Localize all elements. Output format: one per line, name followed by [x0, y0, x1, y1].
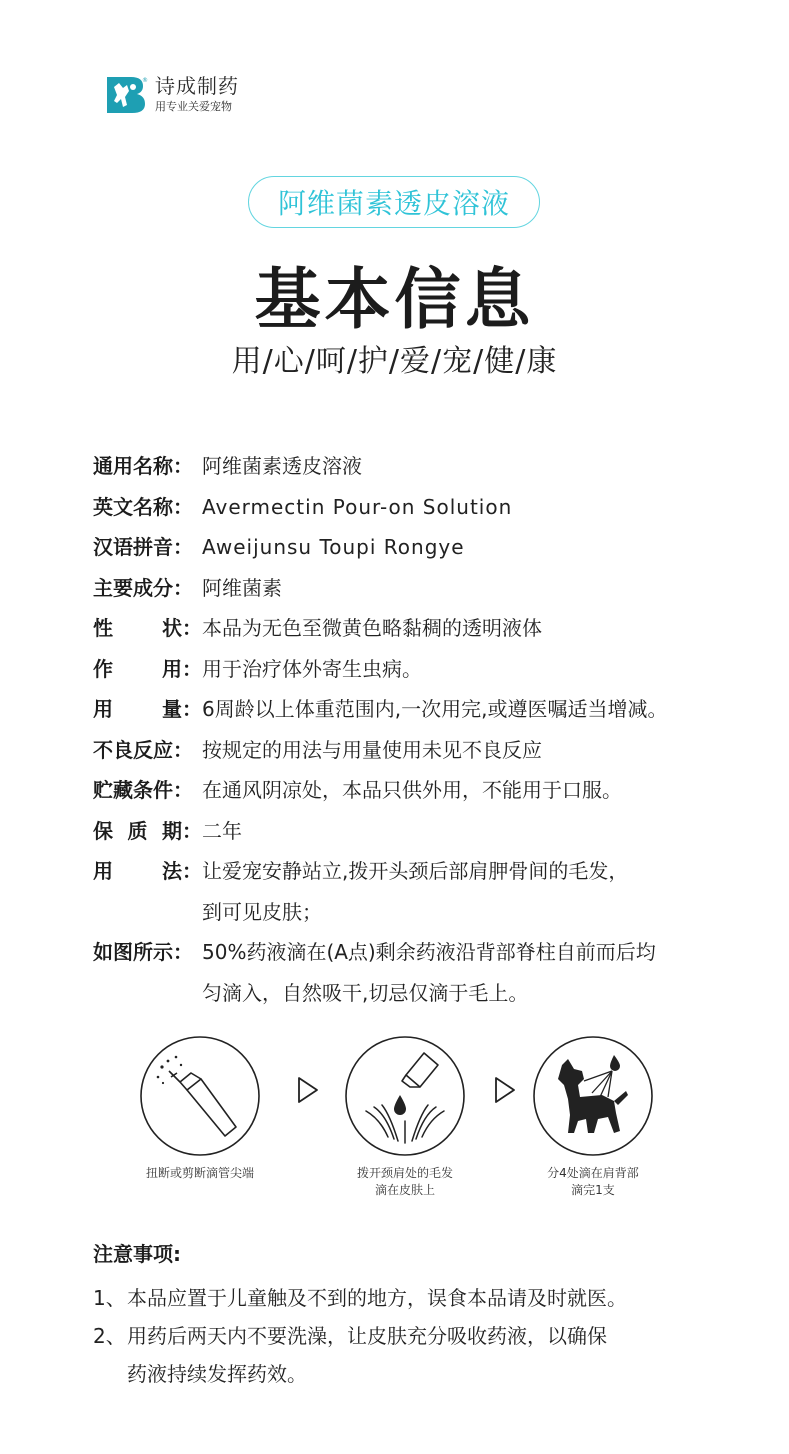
info-value: 6周龄以上体重范围内,一次用完,或遵医嘱适当增减。	[202, 697, 668, 721]
info-value: Aweijunsu Toupi Rongye	[202, 535, 465, 559]
info-label: 如图所示：	[93, 940, 193, 964]
info-list	[93, 446, 733, 1013]
info-row-as-shown	[93, 932, 733, 1013]
info-label: 保 质 期：	[93, 818, 202, 843]
step-caption: 分4处滴在肩背部 滴完1支	[547, 1166, 639, 1197]
info-row-appearance	[93, 608, 733, 649]
info-label: 英文名称：	[93, 494, 193, 519]
info-value: 二年	[202, 818, 242, 843]
application-steps	[0, 1035, 789, 1205]
info-value: 在通风阴凉处，本品只供外用，不能用于口服。	[202, 778, 622, 802]
info-row-dosage	[93, 689, 733, 730]
dog-application-icon	[532, 1035, 654, 1157]
brand-header	[105, 73, 239, 115]
squeeze-tube-icon	[139, 1035, 261, 1157]
info-row-function	[93, 649, 733, 690]
precautions-title: 注意事项:	[93, 1242, 181, 1266]
shicheng-logo-icon	[105, 73, 147, 115]
info-label: 主要成分：	[93, 575, 193, 600]
info-label: 贮藏条件：	[93, 778, 193, 802]
drop-on-fur-icon	[344, 1035, 466, 1157]
precautions	[93, 1238, 713, 1393]
info-value: 50%药液滴在(A点)剩余药液沿背部脊柱自前而后均 匀滴入，自然吸干,切忌仅滴于毛上。	[202, 940, 656, 1005]
brand-slogan: 用专业关爱宠物	[155, 100, 232, 113]
info-value: 让爱宠安静站立,拨开头颈后部肩胛骨间的毛发， 到可见皮肤；	[202, 859, 629, 924]
step-caption: 拨开颈肩处的毛发 滴在皮肤上	[356, 1166, 453, 1197]
precaution-item: 1、 本品应置于儿童触及不到的地方，误食本品请及时就医。	[93, 1286, 627, 1310]
info-row-pinyin	[93, 527, 733, 568]
step-1	[100, 1035, 300, 1182]
info-value: Avermectin Pour-on Solution	[202, 494, 513, 519]
step-caption: 扭断或剪断滴管尖端	[145, 1166, 254, 1180]
info-label: 作 用：	[93, 656, 202, 681]
info-label: 用 法：	[93, 859, 202, 883]
info-row-storage	[93, 770, 733, 811]
info-value: 本品为无色至微黄色略黏稠的透明液体	[202, 616, 542, 640]
tagline: 用/心/呵/护/爱/宠/健/康	[231, 344, 558, 379]
svg-text:®: ®	[142, 77, 148, 84]
info-label: 汉语拼音：	[93, 535, 193, 559]
product-name-pill: 阿维菌素透皮溶液	[248, 176, 540, 228]
info-value: 按规定的用法与用量使用未见不良反应	[202, 737, 542, 762]
info-label: 性 状：	[93, 616, 202, 640]
info-row-shelf-life	[93, 811, 733, 852]
info-row-english-name	[93, 487, 733, 528]
info-row-usage	[93, 851, 733, 932]
brand-name: 诗成制药	[155, 74, 239, 98]
precaution-item: 2、 用药后两天内不要洗澡，让皮肤充分吸收药液，以确保 药液持续发挥药效。	[93, 1324, 607, 1386]
info-label: 通用名称：	[93, 454, 193, 478]
info-row-adverse-reaction	[93, 730, 733, 771]
step-2	[305, 1035, 505, 1199]
step-3	[493, 1035, 693, 1199]
info-label: 不良反应：	[93, 737, 193, 762]
info-value: 阿维菌素	[202, 575, 282, 600]
info-row-generic-name	[93, 446, 733, 487]
info-row-ingredient	[93, 568, 733, 609]
info-value: 用于治疗体外寄生虫病。	[202, 656, 422, 681]
page-title: 基本信息	[254, 261, 535, 338]
info-label: 用 量：	[93, 697, 202, 721]
info-value: 阿维菌素透皮溶液	[202, 454, 362, 478]
